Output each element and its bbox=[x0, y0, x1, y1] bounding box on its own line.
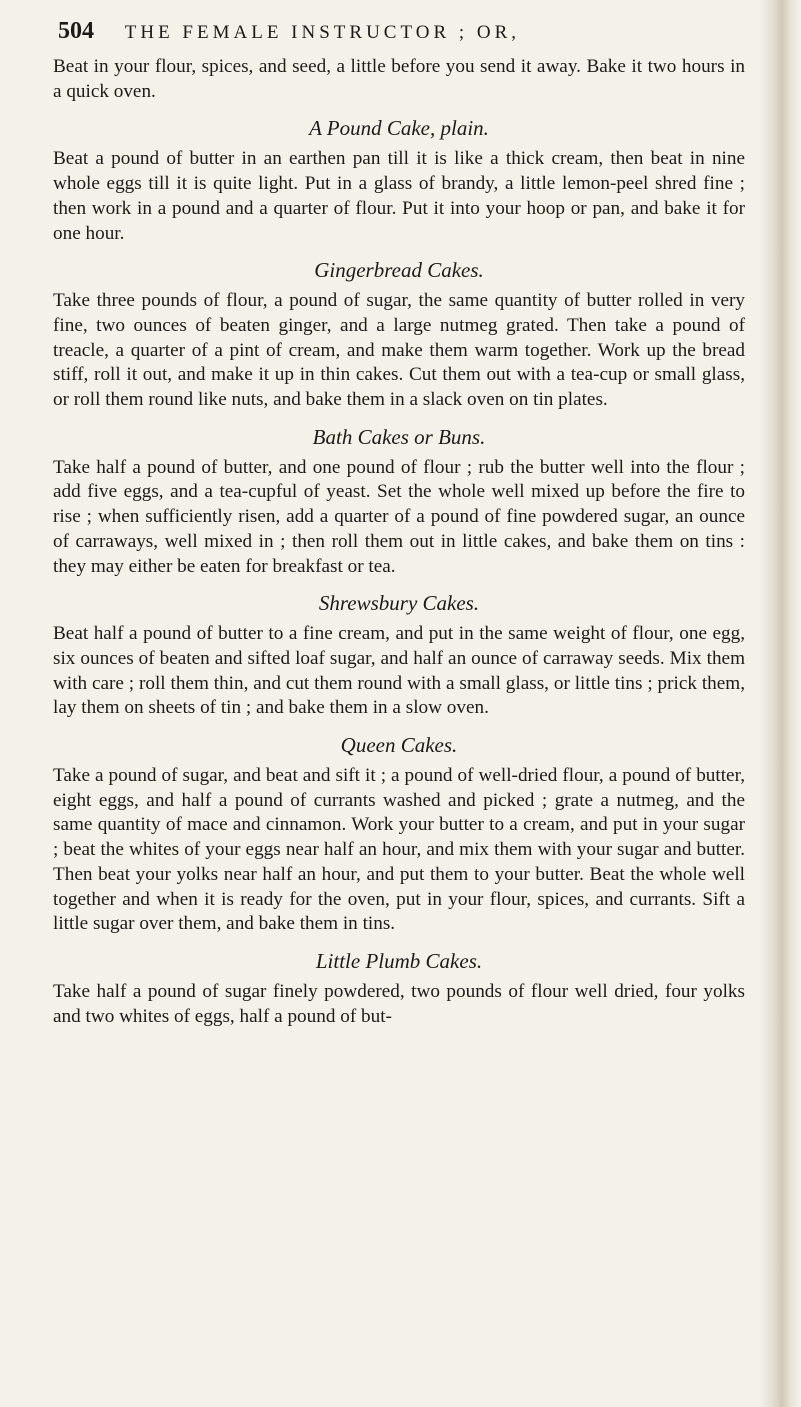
recipe-text: Take half a pound of butter, and one pound of flour ; rub the butter well into the flour ; add five eggs, and a tea-cupful of yeast. Set the whole well mixed up before the fire to rise ; when sufficiently risen, add a quarter of a pound of fine powdered sugar, an ounce of carraways, well mixed in ; then roll them out in little cakes, and bake them on tins : they may either be eaten for breakfast or tea. bbox=[53, 456, 745, 577]
recipe-text: Take three pounds of flour, a pound of sugar, the same quantity of butter rolled in very fine, two ounces of beaten ginger, and a large nutmeg grated. Then take a pound of treacle, a quarter of a pint of cream, and make them warm together. Work up the bread stiff, roll it out, and make it up in thin cakes. Cut them out with a tea-cup or small glass, or roll them round like nuts, and bake them in a slack oven on tin plates. bbox=[53, 290, 745, 411]
page-edge-shadow bbox=[759, 0, 801, 1407]
recipe-title: Shrewsbury Cakes. bbox=[318, 591, 480, 616]
recipe-text: Beat a pound of butter in an earthen pan till it is like a thick cream, then beat in nine whole eggs till it is quite light. Put in a glass of brandy, a little lemon-peel shred fine ; then work in a pound and a quarter of flour. Put it into your hoop or pan, and bake it for one hour. bbox=[53, 148, 745, 244]
recipe-title: Gingerbread Cakes. bbox=[314, 258, 484, 283]
running-title: THE FEMALE INSTRUCTOR ; OR, bbox=[124, 22, 521, 43]
recipe-text: Beat half a pound of butter to a fine cream, and put in the same weight of flour, one egg, six ounces of beaten and sifted loaf sugar, and half an ounce of carraway seeds. Mix them with care ; roll them thin, and cut them round with a small glass, or little tins ; prick them, lay them on sheets of tin ; and bake them in a slow oven. bbox=[53, 623, 745, 719]
recipe-title: Little Plumb Cakes. bbox=[315, 948, 483, 973]
running-head bbox=[58, 18, 698, 45]
page-body bbox=[53, 55, 745, 1029]
recipe-text: Take a pound of sugar, and beat and sift it ; a pound of well-dried flour, a pound of butter, eight eggs, and half a pound of currants washed and picked ; grate a nutmeg, and the same quantity of mace and cinnamon. Work your butter to a cream, and put in your sugar ; beat the whites of your eggs near half an hour, and mix them with your sugar and butter. Then beat your yolks near half an hour, and put them to your butter. Beat the whole well together and when it is ready for the oven, put in your flour, spices, and currants. Sift a little sugar over them, and bake them in tins. bbox=[53, 765, 745, 935]
recipe-title: Queen Cakes. bbox=[340, 733, 458, 758]
recipe-title: Bath Cakes or Buns. bbox=[312, 424, 486, 449]
page-number: 504 bbox=[58, 18, 94, 44]
recipe-title: A Pound Cake, plain. bbox=[309, 116, 489, 141]
recipe-text: Take half a pound of sugar finely powdered, two pounds of flour well dried, four yolks and two whites of eggs, half a pound of but- bbox=[53, 980, 745, 1027]
opening-paragraph: Beat in your flour, spices, and seed, a little before you send it away. Bake it two hours in a quick oven. bbox=[53, 56, 745, 102]
